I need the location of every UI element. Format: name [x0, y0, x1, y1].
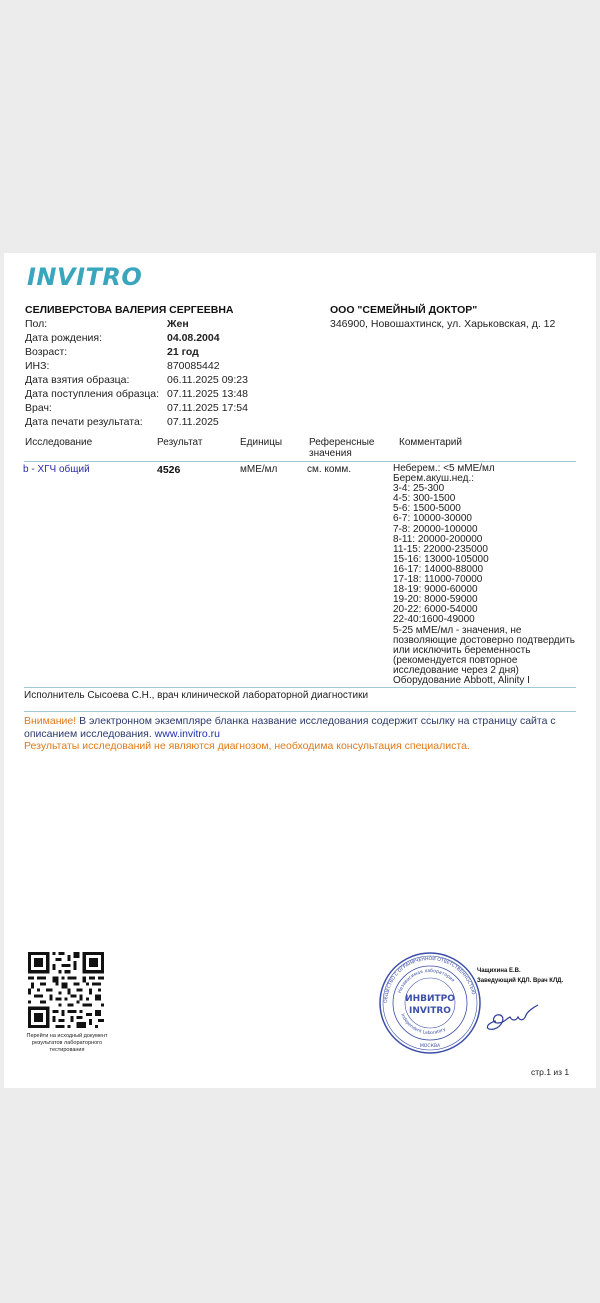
comment-line: 7-8: 20000-100000 [393, 523, 478, 535]
signer-block [477, 966, 563, 986]
sample-received-value: 07.11.2025 13:48 [167, 388, 248, 400]
comment-line: или исключить беременность [393, 644, 531, 656]
table-header-divider [24, 461, 576, 462]
header-test: Исследование [25, 437, 93, 448]
patient-name: СЕЛИВЕРСТОВА ВАЛЕРИЯ СЕРГЕЕВНА [25, 304, 234, 316]
sample-taken-label: Дата взятия образца: [25, 374, 130, 386]
svg-text:Независимая лаборатория [397, 968, 456, 994]
stamp-outer-text: ОБЩЕСТВО С ОГРАНИЧЕННОЙ ОТВЕТСТВЕННОСТЬЮ [383, 956, 476, 1004]
stamp-city: МОСКВА [419, 1044, 441, 1049]
doctor-value: 07.11.2025 17:54 [167, 402, 248, 414]
comment-line: 22-40:1600-49000 [393, 614, 475, 626]
comment-line: 3-4: 25-300 [393, 483, 445, 495]
sex-value: Жен [167, 318, 189, 330]
svg-text:Independent Laboratory [399, 1013, 447, 1036]
stamp-brand-en: INVITRO [409, 1006, 451, 1016]
inz-label: ИНЗ: [25, 360, 50, 372]
header-result: Результат [157, 437, 203, 448]
comment-line: Неберем.: <5 мМЕ/мл [393, 463, 495, 474]
comment-line: 4-5: 300-1500 [393, 493, 456, 505]
signer-title: Заведующий КДЛ. Врач КЛД. [477, 978, 564, 984]
comment-line: 17-18: 11000-70000 [393, 574, 483, 586]
print-date-value: 07.11.2025 [167, 416, 219, 428]
notice-divider [24, 711, 576, 712]
sex-label: Пол: [25, 318, 48, 330]
comment-line: 5-6: 1500-5000 [393, 503, 461, 515]
lab-report-page [4, 253, 596, 1088]
comment-line: 15-16: 13000-105000 [393, 553, 489, 565]
test-name-link[interactable]: b - ХГЧ общий [23, 464, 90, 475]
age-value: 21 год [167, 346, 199, 358]
test-comment [393, 464, 579, 686]
comment-line: (рекомендуется повторное [393, 654, 518, 666]
comment-line: 20-22: 6000-54000 [393, 604, 478, 616]
test-reference: см. комм. [307, 464, 352, 475]
test-result: 4526 [157, 464, 181, 476]
comment-line: 18-19: 9000-60000 [393, 584, 478, 596]
comment-line: 19-20: 8000-59000 [393, 594, 478, 606]
test-units: мМЕ/мл [240, 464, 278, 475]
comment-line: 6-7: 10000-30000 [393, 513, 472, 525]
table-bottom-divider [24, 687, 576, 688]
header-reference [309, 437, 375, 459]
page-number: стр.1 из 1 [531, 1067, 570, 1077]
doctor-label: Врач: [25, 402, 52, 414]
diagnosis-disclaimer: Результаты исследований не являются диагнозом, необходима консультация специалиста. [24, 740, 470, 752]
signer-name: Чащихина Е.В. [477, 968, 521, 974]
organization-address: 346900, Новошахтинск, ул. Харьковская, д. 12 [330, 318, 556, 330]
qr-code[interactable] [28, 952, 104, 1028]
signature-mark [482, 995, 542, 1035]
electronic-copy-notice [24, 715, 584, 741]
comment-line: исследование через 2 дня) [393, 664, 519, 676]
header-comment: Комментарий [399, 437, 462, 448]
birth-date-value: 04.08.2004 [167, 332, 220, 344]
comment-line: позволяющие достоверно подтвердить [393, 634, 575, 646]
notice-warning: Внимание! [24, 715, 77, 727]
notice-text: В электронном экземпляре бланка название исследования содержит ссылку на страницу сайта с описанием исследования. [24, 715, 556, 740]
comment-line: 16-17: 14000-88000 [393, 563, 484, 575]
comment-line: 11-15: 22000-235000 [393, 543, 488, 555]
comment-line: Берем.акуш.нед.: [393, 473, 475, 485]
comment-line: 8-11: 20000-200000 [393, 533, 483, 545]
header-reference-line1: Референсные [309, 437, 375, 448]
sample-received-label: Дата поступления образца: [25, 388, 160, 400]
qr-caption: Перейти на исходный документ результатов лабораторного тестирования [26, 1033, 108, 1053]
comment-line: 5-25 мМЕ/мл - значения, не [393, 624, 522, 636]
header-units: Единицы [240, 437, 283, 448]
performer-line: Исполнитель Сысоева С.Н., врач клинической лабораторной диагностики [24, 690, 369, 701]
inz-value: 870085442 [167, 360, 220, 372]
age-label: Возраст: [25, 346, 68, 358]
laboratory-stamp [378, 951, 482, 1055]
invitro-website-link[interactable]: www.invitro.ru [154, 728, 221, 740]
stamp-bottom-text: Independent Laboratory [399, 1013, 447, 1037]
organization-name: ООО "СЕМЕЙНЫЙ ДОКТОР" [330, 304, 478, 316]
stamp-inner-text: Независимая лаборатория [397, 968, 456, 995]
sample-taken-value: 06.11.2025 09:23 [167, 374, 248, 386]
print-date-label: Дата печати результата: [25, 416, 143, 428]
header-reference-line2: значения [309, 448, 352, 459]
birth-date-label: Дата рождения: [25, 332, 102, 344]
stamp-brand-ru: ИНВИТРО [405, 994, 455, 1004]
comment-line: Оборудование Abbott, Alinity I [393, 674, 530, 686]
invitro-logo: INVITRO [27, 263, 143, 291]
